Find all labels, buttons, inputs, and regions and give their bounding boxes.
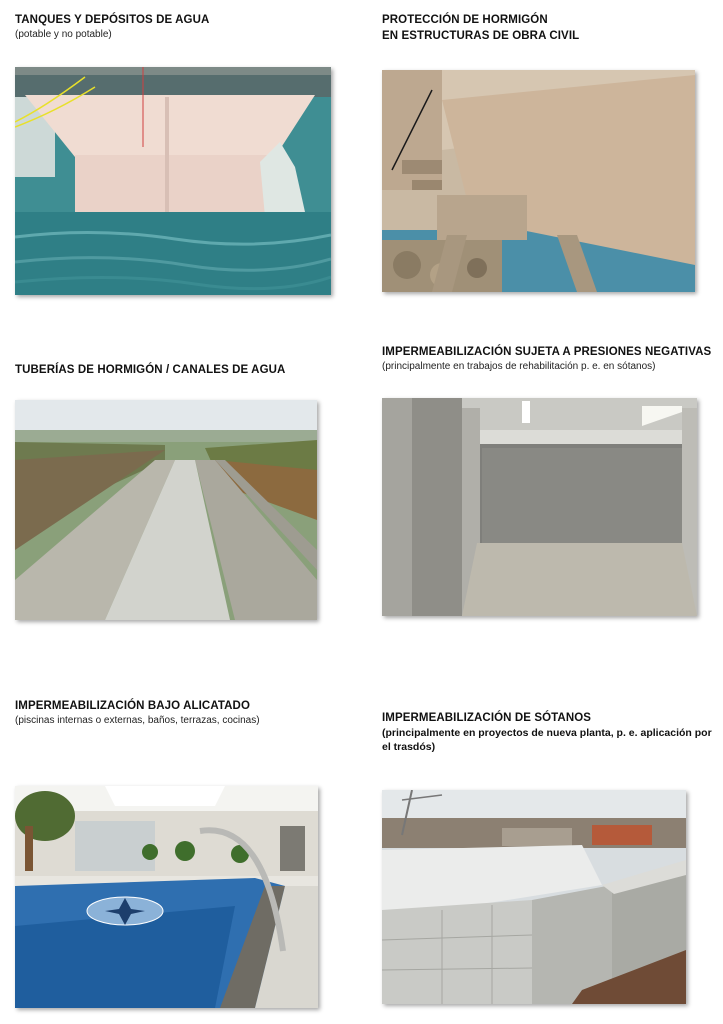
photo-indoor-pool [15, 786, 318, 1008]
photo-bridge-structure [382, 70, 695, 292]
section-subtitle: (piscinas internas o externas, baños, terrazas, cocinas) [15, 715, 260, 726]
section-pipes-channels [15, 362, 285, 378]
section-title-line1: PROTECCIÓN DE HORMIGÓN [382, 14, 548, 26]
section-title: TANQUES Y DEPÓSITOS DE AGUA [15, 14, 210, 26]
section-subtitle-line2: el trasdós) [382, 741, 436, 753]
section-title: IMPERMEABILIZACIÓN BAJO ALICATADO [15, 700, 250, 712]
section-title: IMPERMEABILIZACIÓN DE SÓTANOS [382, 712, 592, 724]
section-concrete-protection [382, 12, 579, 44]
section-subtitle: (potable y no potable) [15, 29, 112, 40]
section-title: IMPERMEABILIZACIÓN SUJETA A PRESIONES NEGATIVAS [382, 346, 712, 358]
section-negative-pressure [382, 344, 711, 374]
photo-water-channel [15, 400, 317, 620]
section-water-tanks [15, 12, 209, 42]
section-subtitle-line1: (principalmente en proyectos de nueva planta, p. e. aplicación por [382, 727, 712, 739]
photo-water-tank [15, 67, 331, 295]
section-under-tiling [15, 698, 260, 728]
section-subtitle: (principalmente en trabajos de rehabilitación p. e. en sótanos) [382, 361, 656, 372]
section-title: TUBERÍAS DE HORMIGÓN / CANALES DE AGUA [15, 364, 286, 376]
section-basement-waterproofing [382, 710, 722, 754]
section-title-line2: EN ESTRUCTURAS DE OBRA CIVIL [382, 30, 580, 42]
photo-basement-construction [382, 790, 686, 1004]
photo-basement-rehab [382, 398, 697, 616]
